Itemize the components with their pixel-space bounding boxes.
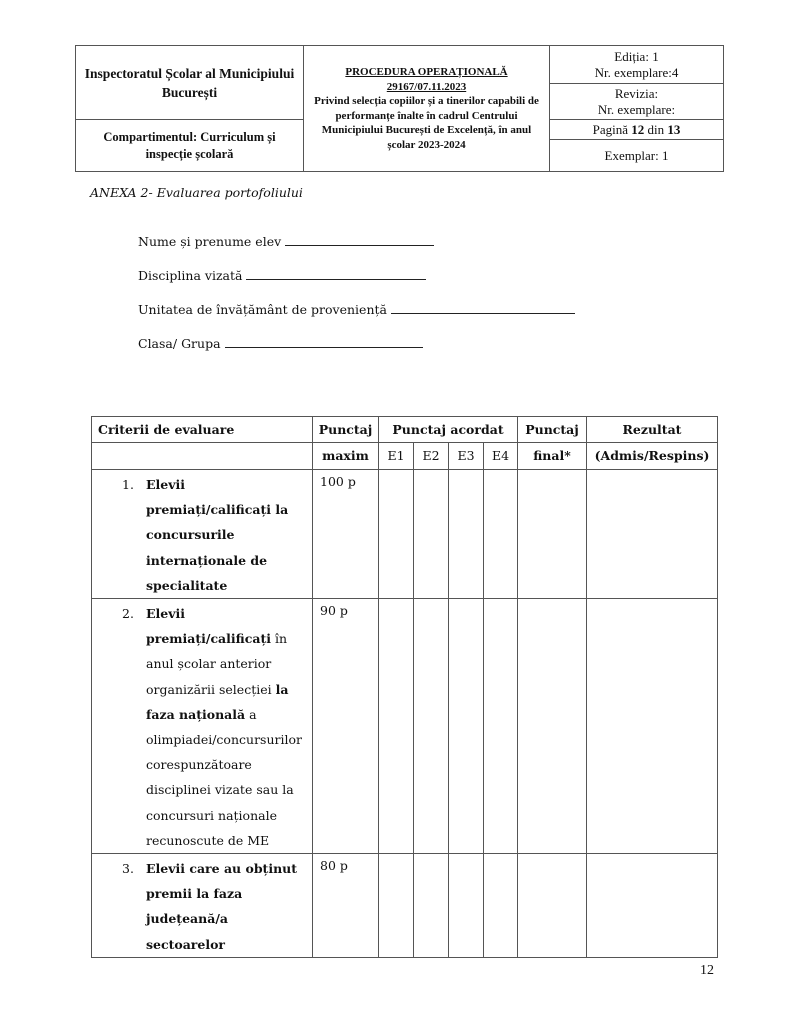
criterion-cell: 2. Elevii premiați/calificați în anul școlar anterior organizării selecției la faza națională a olimpiadei/concursurilor corespunzătoare disciplinei vizate sau la concursuri naționale recunoscute de ME bbox=[92, 599, 313, 854]
header-punctaj-maxim-1: Punctaj bbox=[313, 417, 379, 443]
score-e2[interactable] bbox=[414, 470, 449, 599]
procedure-description: Privind selecția copiilor și a tinerilor capabili de performanțe înalte în cadrul Centrului Municipiului București de Excelență, în anul școlar 2023-2024 bbox=[314, 95, 539, 151]
criterion-number: 3. bbox=[122, 861, 134, 877]
form-field-disciplina[interactable] bbox=[138, 268, 426, 283]
procedure-cell bbox=[304, 46, 550, 172]
header-punctaj-final-2: final* bbox=[518, 443, 587, 470]
department-name: Compartimentul: Curriculum și inspecție școlară bbox=[76, 120, 304, 172]
max-score: 80 p bbox=[313, 854, 379, 958]
score-e1[interactable] bbox=[379, 599, 414, 854]
anexa-title: ANEXA 2- Evaluarea portofoliului bbox=[90, 185, 303, 200]
criterion-number: 1. bbox=[122, 477, 134, 492]
score-e4[interactable] bbox=[484, 599, 518, 854]
result[interactable] bbox=[587, 854, 718, 958]
header-punctaj-maxim-2: maxim bbox=[313, 443, 379, 470]
page-counter: Pagină 12 din 13 bbox=[550, 120, 724, 140]
score-e3[interactable] bbox=[449, 470, 484, 599]
exemplar: Exemplar: 1 bbox=[550, 140, 724, 172]
table-row bbox=[92, 599, 718, 854]
blank-line[interactable] bbox=[225, 337, 423, 348]
header-rezultat-1: Rezultat bbox=[587, 417, 718, 443]
criterion-cell: 1. Elevii premiați/calificați la concursurile internaționale de specialitate bbox=[92, 470, 313, 599]
evaluation-table bbox=[91, 416, 718, 958]
field-label: Unitatea de învățământ de proveniență bbox=[138, 302, 387, 317]
result[interactable] bbox=[587, 599, 718, 854]
criterion-cell: 3. Elevii care au obținut premii la faza județeană/a sectoarelor bbox=[92, 854, 313, 958]
criterion-number: 2. bbox=[122, 606, 134, 622]
score-e2[interactable] bbox=[414, 854, 449, 958]
editia-cell bbox=[550, 46, 724, 84]
header-punctaj-final-1: Punctaj bbox=[518, 417, 587, 443]
final-score[interactable] bbox=[518, 599, 587, 854]
blank-line[interactable] bbox=[246, 269, 426, 280]
editia: Ediția: 1 bbox=[614, 48, 659, 64]
max-score: 90 p bbox=[313, 599, 379, 854]
procedure-number: 29167/07.11.2023 bbox=[386, 80, 467, 93]
header-e1: E1 bbox=[379, 443, 414, 470]
blank-line[interactable] bbox=[391, 303, 575, 314]
header-e3: E3 bbox=[449, 443, 484, 470]
final-score[interactable] bbox=[518, 470, 587, 599]
form-field-clasa[interactable] bbox=[138, 336, 423, 351]
blank-line[interactable] bbox=[285, 235, 434, 246]
score-e1[interactable] bbox=[379, 854, 414, 958]
table-row bbox=[92, 854, 718, 958]
header-criterii-cont bbox=[92, 443, 313, 470]
header-e2: E2 bbox=[414, 443, 449, 470]
field-label: Clasa/ Grupa bbox=[138, 336, 221, 351]
field-label: Nume și prenume elev bbox=[138, 234, 282, 249]
field-label: Disciplina vizată bbox=[138, 268, 243, 283]
table-row bbox=[92, 470, 718, 599]
final-score[interactable] bbox=[518, 854, 587, 958]
header-e4: E4 bbox=[484, 443, 518, 470]
score-e4[interactable] bbox=[484, 470, 518, 599]
header-table bbox=[75, 45, 724, 172]
revizia: Revizia: bbox=[614, 85, 659, 101]
max-score: 100 p bbox=[313, 470, 379, 599]
form-field-nume[interactable] bbox=[138, 234, 434, 249]
institution-name: Inspectoratul Școlar al Municipiului București bbox=[76, 46, 304, 120]
page-number: 12 bbox=[700, 963, 714, 978]
form-field-unitatea[interactable] bbox=[138, 302, 575, 317]
procedure-title: PROCEDURA OPERAȚIONALĂ bbox=[345, 66, 508, 78]
score-e3[interactable] bbox=[449, 854, 484, 958]
revizia-cell bbox=[550, 84, 724, 120]
nr-exemplare-1: Nr. exemplare:4 bbox=[594, 64, 679, 80]
nr-exemplare-2: Nr. exemplare: bbox=[597, 101, 676, 117]
header-rezultat-2: (Admis/Respins) bbox=[587, 443, 718, 470]
score-e3[interactable] bbox=[449, 599, 484, 854]
header-punctaj-acordat: Punctaj acordat bbox=[379, 417, 518, 443]
result[interactable] bbox=[587, 470, 718, 599]
header-criterii: Criterii de evaluare bbox=[92, 417, 313, 443]
score-e1[interactable] bbox=[379, 470, 414, 599]
score-e4[interactable] bbox=[484, 854, 518, 958]
score-e2[interactable] bbox=[414, 599, 449, 854]
